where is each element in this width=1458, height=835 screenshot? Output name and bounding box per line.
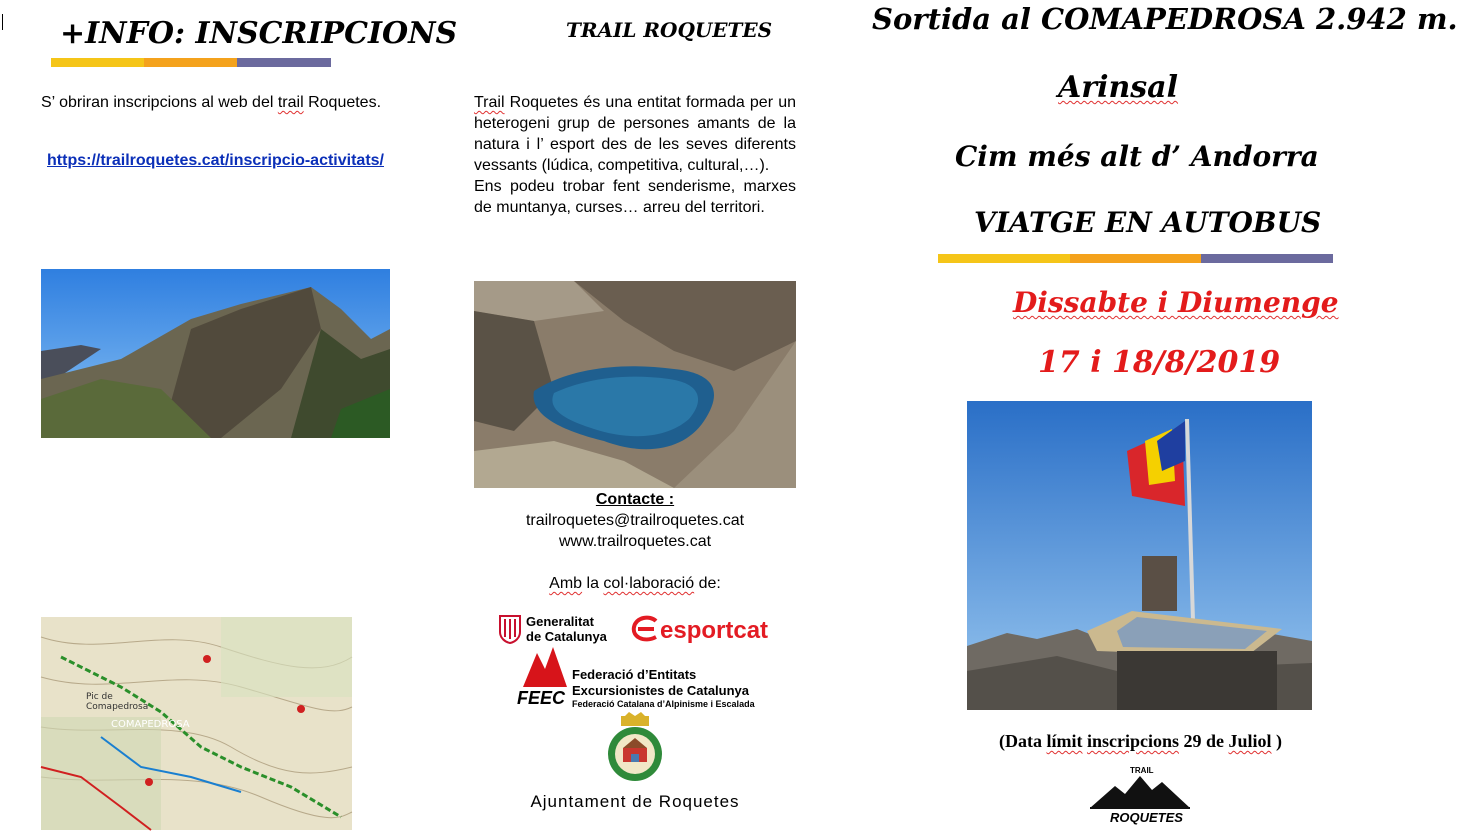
middle-title: TRAIL ROQUETES xyxy=(566,18,773,42)
roquetes-coat-of-arms-icon xyxy=(605,714,665,784)
feec-name-1: Federació d’Entitats xyxy=(572,667,697,682)
contact-label: Contacte : xyxy=(595,491,675,508)
esportcat-swoosh-icon xyxy=(630,615,660,643)
feec-name-2: Excursionistes de Catalunya xyxy=(572,683,750,698)
collaboration-text: Amb la col·laboració de: xyxy=(549,575,721,592)
trip-title: Sortida al COMAPEDROSA 2.942 m. xyxy=(872,2,1458,36)
text-cursor xyxy=(2,14,3,30)
contact-website: www.trailroquetes.cat xyxy=(558,533,712,550)
trip-days: Dissabte i Diumenge xyxy=(1013,286,1339,319)
feec-name-3: Federació Catalana d’Alpinisme i Escalada xyxy=(572,699,755,709)
generalitat-emblem-icon xyxy=(498,614,522,644)
esportcat-logo xyxy=(630,613,780,645)
ajuntament-name: Ajuntament de Roquetes xyxy=(530,792,740,811)
trail-roquetes-logo xyxy=(1080,766,1200,828)
feec-abbreviation: FEEC xyxy=(517,688,566,708)
trail-roquetes-logo-top: TRAIL xyxy=(1130,766,1154,775)
trail-roquetes-logo-bottom: ROQUETES xyxy=(1110,810,1183,825)
left-body-text: S’ obriran inscripcions al web del trail Roquetes. xyxy=(41,94,382,111)
lake-photo xyxy=(474,281,796,488)
esportcat-text: esportcat xyxy=(660,617,769,644)
mountain-photo xyxy=(41,269,390,438)
middle-description: Trail Roquetes és una entitat formada per un heterogeni grup de persones amants de la natura i l’ esport des de les seves diferents vessants (lúdica, competitiva, cultural,…). Ens podeu trobar fent senderisme, marxes de muntanya, curses… arreu del territori. xyxy=(474,94,796,216)
trip-place: Arinsal xyxy=(1058,70,1179,105)
generalitat-name-2: de Catalunya xyxy=(526,629,607,644)
mountain-logo-icon xyxy=(1090,774,1190,808)
trip-subtitle: Cim més alt d’ Andorra xyxy=(955,140,1319,173)
trip-transport: VIATGE EN AUTOBUS xyxy=(974,206,1322,239)
left-title: +INFO: INSCRIPCIONS xyxy=(60,16,458,51)
route-map xyxy=(41,617,352,830)
registration-link[interactable]: https://trailroquetes.cat/inscripcio-activitats/ xyxy=(47,152,384,169)
contact-email: trailroquetes@trailroquetes.cat xyxy=(525,512,745,529)
svg-text:Pic de: Pic de xyxy=(86,692,113,702)
svg-text:COMAPEDROSA: COMAPEDROSA xyxy=(111,719,190,730)
feec-mountain-icon xyxy=(523,647,567,687)
summit-photo xyxy=(967,401,1312,710)
generalitat-name-1: Generalitat xyxy=(526,614,594,629)
registration-deadline: (Data límit inscripcions 29 de Juliol ) xyxy=(998,731,1283,751)
right-title-underline xyxy=(938,254,1333,263)
generalitat-logo xyxy=(498,614,618,644)
left-title-underline xyxy=(51,58,331,67)
feec-logo xyxy=(517,647,757,711)
trip-date: 17 i 18/8/2019 xyxy=(1038,345,1281,380)
svg-text:Comapedrosa: Comapedrosa xyxy=(86,702,149,712)
